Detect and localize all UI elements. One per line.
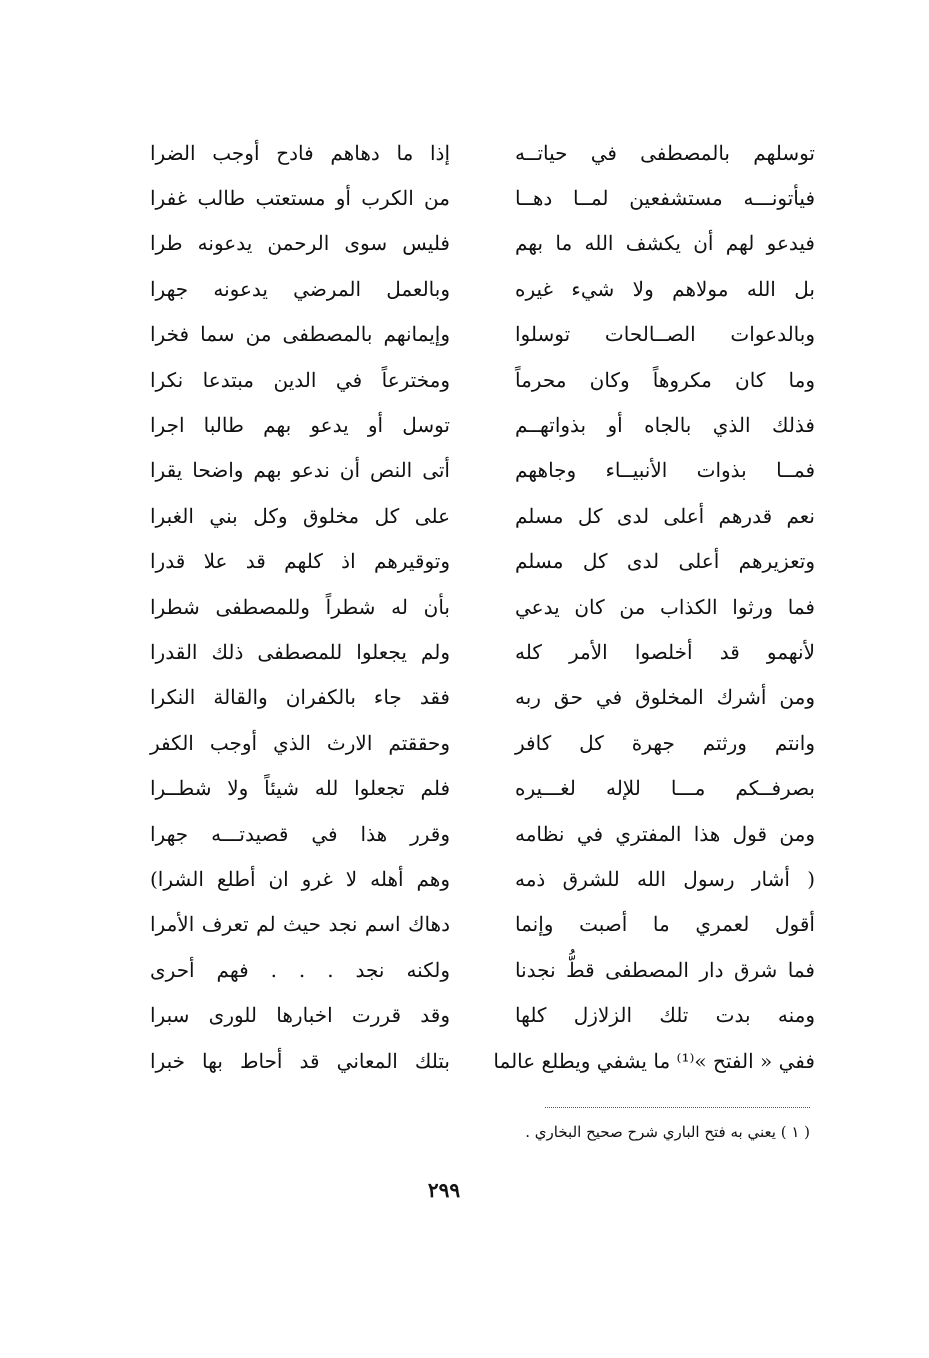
verse-row (150, 448, 815, 493)
verse-first-hemistich: أقول لعمري ما أصبت وإنما (515, 912, 815, 937)
verse-first-hemistich: فيأتونـــه مستشفعين لمــا دهــا (515, 186, 815, 211)
verse-row (150, 584, 815, 629)
verse-first-hemistich: لأنهمو قد أخلصوا الأمر كله (515, 639, 815, 664)
verse-first-hemistich: نعم قدرهم أعلى لدى كل مسلم (515, 503, 815, 528)
verse-first-hemistich: وبالدعوات الصــالحات توسلوا (515, 322, 815, 347)
verse-row (150, 539, 815, 584)
verse-second-hemistich: وبالعمل المرضي يدعونه جهرا (150, 276, 450, 301)
verse-row (150, 312, 815, 357)
poem (150, 130, 815, 1083)
verse-second-hemistich: فليس سوى الرحمن يدعونه طرا (150, 231, 450, 256)
verse-second-hemistich: فلم تجعلوا لله شيئاً ولا شطــرا (150, 776, 450, 801)
verse-first-hemistich: فما ورثوا الكذاب من كان يدعي (515, 594, 815, 619)
verse-row (150, 266, 815, 311)
verse-first-hemistich: ومنه بدت تلك الزلازل كلها (515, 1003, 815, 1028)
verse-row (150, 221, 815, 266)
verse-row (150, 493, 815, 538)
verse-first-hemistich: توسلهم بالمصطفى في حياتــه (515, 140, 815, 165)
verse-second-hemistich: توسل أو يدعو بهم طالبا اجرا (150, 413, 450, 438)
verse-second-hemistich: بتلك المعاني قد أحاط بها خبرا (150, 1048, 450, 1073)
verse-second-hemistich: على كل مخلوق وكل بني الغبرا (150, 503, 450, 528)
verse-row (150, 856, 815, 901)
verse-second-hemistich: وإيمانهم بالمصطفى من سما فخرا (150, 322, 450, 347)
verse-first-hemistich: ففي « الفتح »⁽¹⁾ ما يشفي ويطلع عالما (493, 1048, 815, 1073)
verse-first-hemistich: فمــا بذوات الأنبيــاء وجاههم (515, 458, 815, 483)
verse-row (150, 765, 815, 810)
verse-row (150, 811, 815, 856)
verse-second-hemistich: دهاك اسم نجد حيث لم تعرف الأمرا (150, 912, 450, 937)
verse-first-hemistich: وما كان مكروهاً وكان محرماً (515, 367, 815, 392)
footnote-divider (545, 1107, 810, 1108)
footnote: ( ١ ) يعني به فتح الباري شرح صحيح البخاري . (525, 1123, 810, 1141)
verse-second-hemistich: ولكنه نجد . . . فهم أحرى (150, 957, 450, 982)
verse-second-hemistich: من الكرب أو مستعتب طالب غفرا (150, 186, 450, 211)
verse-second-hemistich: ولم يجعلوا للمصطفى ذلك القدرا (150, 639, 450, 664)
verse-row (150, 720, 815, 765)
verse-first-hemistich: بل الله مولاهم ولا شيء غيره (515, 276, 815, 301)
verse-first-hemistich: ومن أشرك المخلوق في حق ربه (515, 685, 815, 710)
verse-first-hemistich: فيدعو لهم أن يكشف الله ما بهم (515, 231, 815, 256)
verse-row (150, 1038, 815, 1083)
verse-first-hemistich: وتعزيرهم أعلى لدى كل مسلم (515, 549, 815, 574)
verse-second-hemistich: وتوقيرهم اذ كلهم قد علا قدرا (150, 549, 450, 574)
verse-first-hemistich: ( أشار رسول الله للشرق ذمه (515, 866, 815, 891)
verse-second-hemistich: وقد قررت اخبارها للورى سبرا (150, 1003, 450, 1028)
verse-second-hemistich: إذا ما دهاهم فادح أوجب الضرا (150, 140, 450, 165)
verse-second-hemistich: بأن له شطراً وللمصطفى شطرا (150, 594, 450, 619)
verse-row (150, 992, 815, 1037)
verse-second-hemistich: وقرر هذا في قصيدتـــه جهرا (150, 821, 450, 846)
verse-second-hemistich: فقد جاء بالكفران والقالة النكرا (150, 685, 450, 710)
verse-second-hemistich: وحققتم الارث الذي أوجب الكفر (150, 730, 450, 755)
verse-row (150, 357, 815, 402)
verse-first-hemistich: ومن قول هذا المفتري في نظامه (515, 821, 815, 846)
verse-first-hemistich: بصرفــكم مـــا للإله لغـــيره (515, 776, 815, 801)
verse-second-hemistich: ومخترعاً في الدين مبتدعا نكرا (150, 367, 450, 392)
verse-row (150, 629, 815, 674)
verse-first-hemistich: فذلك الذي بالجاه أو بذواتهــم (515, 413, 815, 438)
verse-first-hemistich: وانتم ورثتم جهرة كل كافر (515, 730, 815, 755)
verse-second-hemistich: أتى النص أن ندعو بهم واضحا يقرا (150, 458, 450, 483)
verse-row (150, 947, 815, 992)
page-number: ٢٩٩ (427, 1178, 461, 1202)
verse-row (150, 130, 815, 175)
verse-row (150, 902, 815, 947)
verse-row (150, 402, 815, 447)
verse-row (150, 175, 815, 220)
verse-second-hemistich: وهم أهله لا غرو ان أطلع الشرا) (150, 866, 450, 891)
verse-row (150, 675, 815, 720)
verse-first-hemistich: فما شرق دار المصطفى قطُّ نجدنا (515, 957, 815, 982)
